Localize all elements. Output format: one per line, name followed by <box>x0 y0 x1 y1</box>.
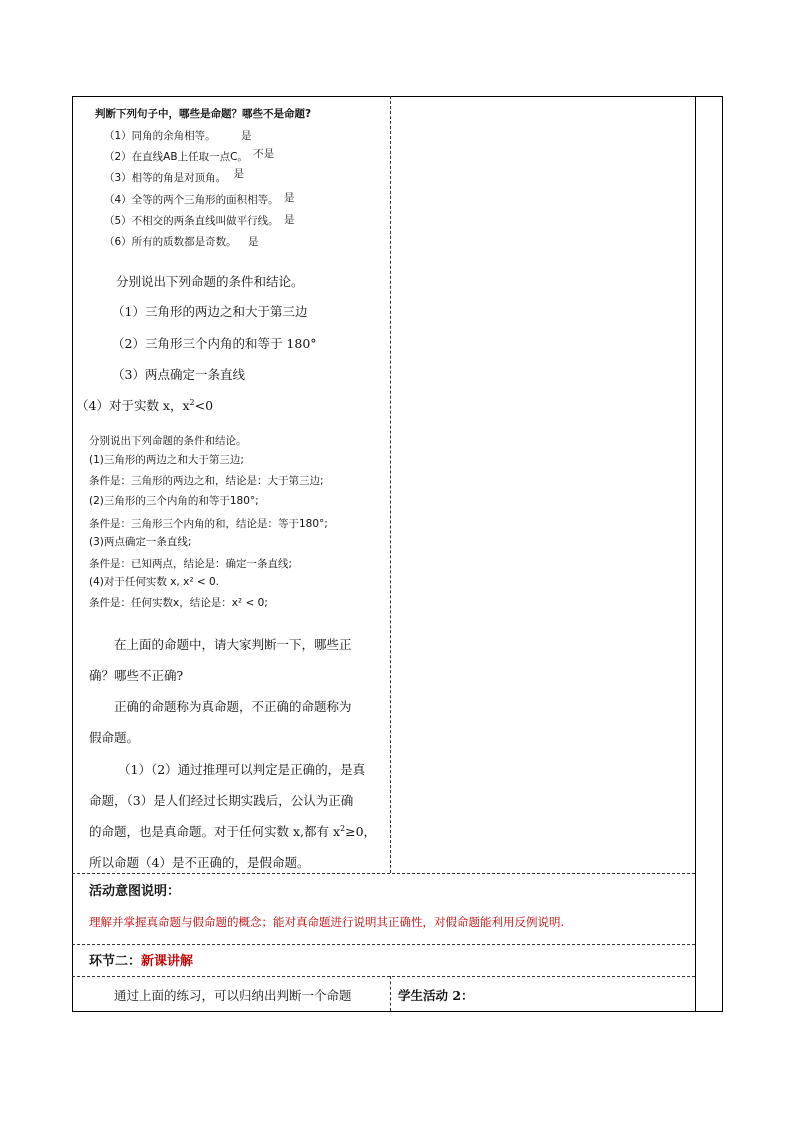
table-border-right <box>722 96 723 1012</box>
section-header <box>89 950 193 969</box>
intent-text: 理解并掌握真命题与假命题的概念；能对真命题进行说明其正确性，对假命题能利用反例说明. <box>89 915 565 929</box>
cond-item-2: （2）三角形三个内角的和等于 180° <box>112 336 317 351</box>
row-divider-3 <box>72 976 695 977</box>
answers-line-7: (4)对于任何实数 x, x² < 0. <box>89 576 220 588</box>
cond-item-4-sup: 2 <box>189 397 195 407</box>
judge-item-5 <box>104 213 295 228</box>
judge-item-3 <box>104 170 244 185</box>
cond-item-4 <box>76 396 213 414</box>
judge-item-answer: 是 <box>233 168 245 180</box>
section-title: 新课讲解 <box>141 954 194 969</box>
para-3-line-3-suffix: ≥0， <box>345 824 377 839</box>
cond-item-4-suffix: <0 <box>194 398 214 413</box>
bottom-left-text: 通过上面的练习，可以归纳出判断一个命题 <box>114 988 352 1003</box>
row-divider-2 <box>72 944 695 945</box>
answers-line-8: 条件是：任何实数x，结论是：x² < 0; <box>89 597 268 609</box>
judge-item-text: （1）同角的余角相等。 <box>104 130 216 142</box>
judge-item-1 <box>104 128 252 143</box>
para-1-line-1: 在上面的命题中，请大家判断一下，哪些正 <box>114 637 352 652</box>
table-border-inner-right <box>695 96 696 1012</box>
judge-item-text: （4）全等的两个三角形的面积相等。 <box>104 194 279 206</box>
judge-item-text: （6）所有的质数都是奇数。 <box>104 236 237 248</box>
answers-line-6: 条件是：已知两点，结论是：确定一条直线; <box>89 558 293 570</box>
para-1-line-2: 确？哪些不正确? <box>89 668 184 683</box>
cond-intro: 分别说出下列命题的条件和结论。 <box>116 274 304 289</box>
judge-item-4 <box>104 192 295 207</box>
para-3-line-2: 命题，（3）是人们经过长期实践后，公认为正确 <box>89 793 354 808</box>
para-2-line-2: 假命题。 <box>89 730 140 745</box>
judge-item-text: （3）相等的角是对顶角。 <box>104 172 227 184</box>
para-2-line-1: 正确的命题称为真命题，不正确的命题称为 <box>114 699 352 714</box>
table-border-top <box>72 96 723 97</box>
answers-line-3: (2)三角形的三个内角的和等于180°; <box>89 495 259 507</box>
para-3-line-3-prefix: 的命题，也是真命题。对于任何实数 x,都有 x <box>89 824 341 839</box>
answers-line-2: 条件是：三角形的两边之和，结论是：大于第三边; <box>89 475 324 487</box>
column-divider-top <box>390 96 391 873</box>
cond-item-1: （1）三角形的两边之和大于第三边 <box>112 304 308 319</box>
judge-item-2 <box>104 149 274 164</box>
row-divider-1 <box>72 873 695 874</box>
judge-item-text: （5）不相交的两条直线叫做平行线。 <box>104 215 279 227</box>
para-3-line-3-sup: 2 <box>340 823 346 833</box>
answers-line-5: (3)两点确定一条直线; <box>89 536 192 548</box>
table-border-bottom <box>72 1011 723 1012</box>
intent-label: 活动意图说明： <box>89 884 181 899</box>
judge-item-answer: 不是 <box>253 148 275 160</box>
judge-item-6 <box>104 234 259 249</box>
cond-item-3: （3）两点确定一条直线 <box>112 367 245 382</box>
judge-item-answer: 是 <box>284 214 295 226</box>
para-3-line-3 <box>89 822 376 840</box>
judge-item-answer: 是 <box>241 130 252 142</box>
bottom-right-text: 学生活动 2： <box>398 988 474 1003</box>
column-divider-bottom <box>390 976 391 1011</box>
judge-item-answer: 是 <box>284 192 295 204</box>
judge-item-text: （2）在直线AB上任取一点C。 <box>104 151 248 163</box>
judge-item-answer: 是 <box>248 236 259 248</box>
cond-item-4-prefix: （4）对于实数 x，x <box>76 398 190 413</box>
para-3-line-4: 所以命题（4）是不正确的，是假命题。 <box>89 855 310 870</box>
answers-line-4: 条件是：三角形三个内角的和，结论是：等于180°; <box>89 518 328 530</box>
answers-line-1: (1)三角形的两边之和大于第三边; <box>89 454 244 466</box>
table-border-left <box>72 96 73 1012</box>
answers-intro: 分别说出下列命题的条件和结论。 <box>89 435 247 447</box>
para-3-line-1: （1）（2）通过推理可以判定是正确的，是真 <box>118 762 366 777</box>
judge-intro: 判断下列句子中，哪些是命题？哪些不是命题? <box>95 108 312 120</box>
section-label: 环节二： <box>89 954 142 969</box>
